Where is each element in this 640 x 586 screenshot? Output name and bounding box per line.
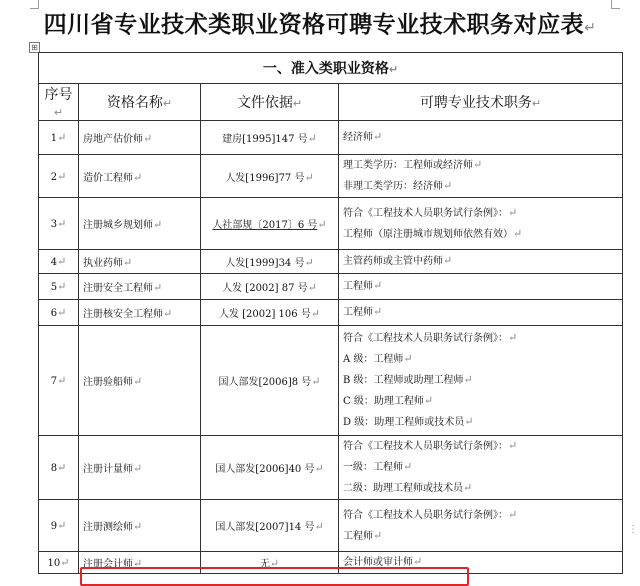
position-line: [343, 412, 618, 433]
position-line-text: D 级：助理工程师或技术员: [343, 417, 465, 428]
row-number-text: 7: [50, 376, 58, 387]
header-document: [201, 84, 339, 121]
qualification-name-text: 注册验船师: [83, 377, 133, 388]
paragraph-mark-icon: ↵: [314, 462, 324, 475]
position-line-text: 工程师: [343, 307, 373, 318]
row-number-text: 5: [50, 282, 58, 293]
header-position-text: 可聘专业技术职务: [419, 95, 532, 111]
header-row: [39, 84, 623, 121]
paragraph-mark-icon: ↵: [57, 519, 67, 532]
paragraph-mark-icon: ↵: [373, 279, 383, 292]
table-row: [39, 436, 623, 500]
row-number-text: 1: [50, 133, 58, 144]
qualification-name-text: 注册计量师: [83, 464, 133, 475]
paragraph-mark-icon: ↵: [413, 555, 423, 568]
row-number: [39, 326, 79, 436]
section-title-text: 一、准入类职业资格: [262, 61, 389, 77]
qualification-name: [79, 121, 201, 155]
paragraph-mark-icon: ↵: [508, 439, 518, 452]
qualification-name-text: 造价工程师: [83, 172, 133, 184]
row-number-text: 6: [50, 308, 58, 319]
paragraph-mark-icon: ↵: [443, 179, 453, 192]
paragraph-mark-icon: ↵: [57, 169, 67, 183]
table-move-handle-icon[interactable]: ⊞: [29, 42, 40, 53]
paragraph-mark-icon: ↵: [373, 528, 383, 542]
qualification-name-text: 注册会计师: [83, 559, 133, 570]
header-no: [39, 84, 79, 121]
paragraph-mark-icon: ↵: [513, 226, 523, 240]
position-line: [343, 224, 618, 245]
position-line: [343, 203, 618, 224]
qualification-name-text: 房地产估价师: [83, 134, 143, 145]
paragraph-mark-icon: ↵: [307, 132, 317, 145]
qualification-name: [79, 250, 201, 274]
document-basis: [201, 121, 339, 155]
document-basis: [201, 250, 339, 274]
eligible-position: [339, 274, 623, 300]
section-row: [39, 53, 623, 84]
paragraph-mark-icon: ↵: [473, 158, 483, 171]
position-line-text: 经济师: [343, 132, 373, 143]
document-basis-text: 人发[1999]34 号: [225, 258, 305, 269]
document-basis-text: 国人部发[2007]14 号: [215, 522, 315, 533]
paragraph-mark-icon: ↵: [57, 461, 67, 474]
header-qualification-text: 资格名称: [106, 95, 163, 111]
qualification-name-text: 执业药师: [83, 258, 123, 269]
row-number: [39, 250, 79, 274]
margin-corner-right-icon: [611, 0, 620, 9]
position-line: [343, 505, 618, 526]
paragraph-mark-icon: ↵: [373, 305, 383, 318]
qualification-name: [79, 198, 201, 250]
paragraph-mark-icon: ↵: [53, 106, 64, 119]
position-line: [343, 349, 618, 370]
document-title-text: 四川省专业技术类职业资格可聘专业技术职务对应表: [43, 12, 585, 38]
position-line-text: 主管药师或主管中药师: [343, 256, 443, 267]
row-number: [39, 500, 79, 552]
header-document-text: 文件依据: [236, 95, 293, 111]
paragraph-mark-icon: ↵: [57, 306, 67, 319]
margin-corner-left-icon: [30, 0, 39, 9]
document-basis-text: 人发 [2002] 87 号: [222, 283, 308, 294]
row-number-text: 9: [50, 521, 58, 532]
eligible-position: [339, 436, 623, 500]
paragraph-mark-icon: ↵: [269, 557, 280, 570]
paragraph-mark-icon: ↵: [57, 255, 67, 268]
position-line-text: 符合《工程技术人员职务试行条例》：: [343, 333, 508, 344]
position-line-text: A 级：工程师: [343, 354, 404, 365]
document-basis-text: 人社部规〔2017〕6 号: [212, 220, 318, 231]
position-line: [343, 526, 618, 547]
header-position: [339, 84, 623, 121]
paragraph-mark-icon: ↵: [463, 481, 473, 494]
paragraph-mark-icon: ↵: [57, 374, 67, 387]
paragraph-mark-icon: ↵: [307, 281, 317, 294]
document-basis: [201, 300, 339, 326]
position-line-text: 一级：工程师: [343, 462, 403, 473]
paragraph-mark-icon: ↵: [464, 415, 474, 428]
table-row: [39, 121, 623, 155]
paragraph-mark-icon: ↵: [508, 507, 518, 521]
eligible-position: [339, 198, 623, 250]
row-number-text: 2: [50, 171, 58, 183]
eligible-position: [339, 300, 623, 326]
qualification-name-text: 注册安全工程师: [83, 283, 153, 294]
paragraph-mark-icon: ↵: [133, 375, 143, 388]
paragraph-mark-icon: ↵: [531, 97, 542, 110]
row-number-text: 3: [50, 219, 58, 230]
document-title: [0, 6, 640, 39]
qualification-name: [79, 500, 201, 552]
paragraph-mark-icon: ↵: [163, 307, 173, 320]
qualification-name-text: 注册测绘师: [83, 522, 133, 533]
document-basis-text: 人发[1996]77 号: [225, 172, 305, 184]
qualification-name: [79, 274, 201, 300]
position-line-text: 符合《工程技术人员职务试行条例》：: [343, 509, 508, 521]
document-basis-text: 国人部发[2006]40 号: [215, 464, 315, 475]
paragraph-mark-icon: ↵: [153, 281, 163, 294]
row-number-text: 10: [47, 558, 61, 569]
paragraph-mark-icon: ↵: [60, 556, 70, 569]
row-number: [39, 436, 79, 500]
table-row: [39, 500, 623, 552]
paragraph-mark-icon: ↵: [292, 97, 303, 110]
paragraph-mark-icon: ↵: [133, 170, 143, 184]
position-line: [343, 328, 618, 349]
position-line-text: 会计师或审计师: [343, 557, 413, 568]
eligible-position: [339, 326, 623, 436]
scroll-indicator-icon: ⋮: [628, 524, 638, 535]
paragraph-mark-icon: ↵: [57, 280, 67, 293]
paragraph-mark-icon: ↵: [57, 131, 67, 144]
qualification-name-text: 注册核安全工程师: [83, 309, 163, 320]
eligible-position: [339, 250, 623, 274]
paragraph-mark-icon: ↵: [153, 218, 163, 231]
position-line-text: B 级：工程师或助理工程师: [343, 375, 464, 386]
paragraph-mark-icon: ↵: [314, 520, 324, 533]
position-line: [343, 127, 618, 148]
document-basis: [201, 274, 339, 300]
table-body: [39, 121, 623, 574]
document-basis: [201, 500, 339, 552]
document-basis-text: 无: [259, 559, 270, 570]
row-number: [39, 155, 79, 198]
paragraph-mark-icon: ↵: [373, 130, 383, 143]
document-basis-text: 国人部发[2006]8 号: [218, 377, 312, 388]
paragraph-mark-icon: ↵: [143, 132, 153, 145]
paragraph-mark-icon: ↵: [423, 394, 434, 407]
paragraph-mark-icon: ↵: [304, 256, 314, 269]
table-row: [39, 250, 623, 274]
position-line-text: 非理工类学历：经济师: [343, 181, 443, 192]
section-title: [39, 53, 623, 84]
qualification-name-text: 注册城乡规划师: [83, 220, 153, 231]
eligible-position: [339, 121, 623, 155]
position-line: [343, 478, 618, 499]
table-row: [39, 274, 623, 300]
table-row: [39, 326, 623, 436]
position-line: [343, 176, 618, 197]
paragraph-mark-icon: ↵: [317, 218, 327, 231]
document-basis: [201, 326, 339, 436]
paragraph-mark-icon: ↵: [463, 373, 473, 386]
paragraph-mark-icon: ↵: [403, 460, 413, 473]
paragraph-mark-icon: ↵: [133, 520, 143, 533]
position-line-text: C 级：助理工程师: [343, 396, 424, 407]
paragraph-mark-icon: ↵: [311, 375, 321, 388]
document-basis: [201, 436, 339, 500]
position-line-text: 工程师: [343, 281, 373, 292]
position-line: [343, 251, 618, 272]
eligible-position: [339, 155, 623, 198]
highlight-box: [80, 567, 469, 586]
row-number-text: 4: [50, 257, 58, 268]
paragraph-mark-icon: ↵: [508, 331, 518, 344]
qualification-name: [79, 326, 201, 436]
paragraph-mark-icon: ↵: [388, 63, 399, 76]
paragraph-mark-icon: ↵: [133, 557, 143, 570]
table-row: [39, 300, 623, 326]
header-qualification: [79, 84, 201, 121]
table-row: [39, 155, 623, 198]
paragraph-mark-icon: ↵: [584, 20, 597, 36]
position-line-text: 工程师: [343, 530, 373, 542]
document-basis-text: 人发 [2002] 106 号: [218, 309, 311, 320]
position-line: [343, 302, 618, 323]
position-line-text: 二级：助理工程师或技术员: [343, 483, 463, 494]
row-number: [39, 274, 79, 300]
paragraph-mark-icon: ↵: [443, 254, 453, 267]
header-no-text: 序号: [44, 87, 73, 103]
row-number: [39, 198, 79, 250]
table-row: [39, 198, 623, 250]
paragraph-mark-icon: ↵: [310, 307, 321, 320]
eligible-position: [339, 500, 623, 552]
paragraph-mark-icon: ↵: [162, 97, 173, 110]
qualification-name: [79, 436, 201, 500]
position-line-text: 理工类学历：工程师或经济师: [343, 160, 473, 171]
qualification-table: [38, 52, 623, 574]
row-number-text: 8: [50, 463, 58, 474]
qualification-name: [79, 300, 201, 326]
paragraph-mark-icon: ↵: [403, 352, 413, 365]
document-basis-text: 建房[1995]147 号: [222, 134, 308, 145]
document-basis: [201, 155, 339, 198]
paragraph-mark-icon: ↵: [57, 217, 67, 230]
position-line: [343, 457, 618, 478]
position-line-text: 符合《工程技术人员职务试行条例》：: [343, 441, 508, 452]
document-basis: [201, 198, 339, 250]
row-number: [39, 300, 79, 326]
paragraph-mark-icon: ↵: [508, 205, 518, 219]
position-line: [343, 155, 618, 176]
position-line: [343, 436, 618, 457]
qualification-name: [79, 155, 201, 198]
row-number: [39, 552, 79, 574]
position-line-text: 符合《工程技术人员职务试行条例》：: [343, 207, 508, 219]
paragraph-mark-icon: ↵: [133, 462, 143, 475]
position-line: [343, 370, 618, 391]
row-number: [39, 121, 79, 155]
paragraph-mark-icon: ↵: [123, 256, 133, 269]
position-line-text: 工程师（原注册城市规划师依然有效）: [343, 228, 513, 240]
position-line: [343, 391, 618, 412]
position-line: [343, 276, 618, 297]
paragraph-mark-icon: ↵: [304, 170, 314, 184]
